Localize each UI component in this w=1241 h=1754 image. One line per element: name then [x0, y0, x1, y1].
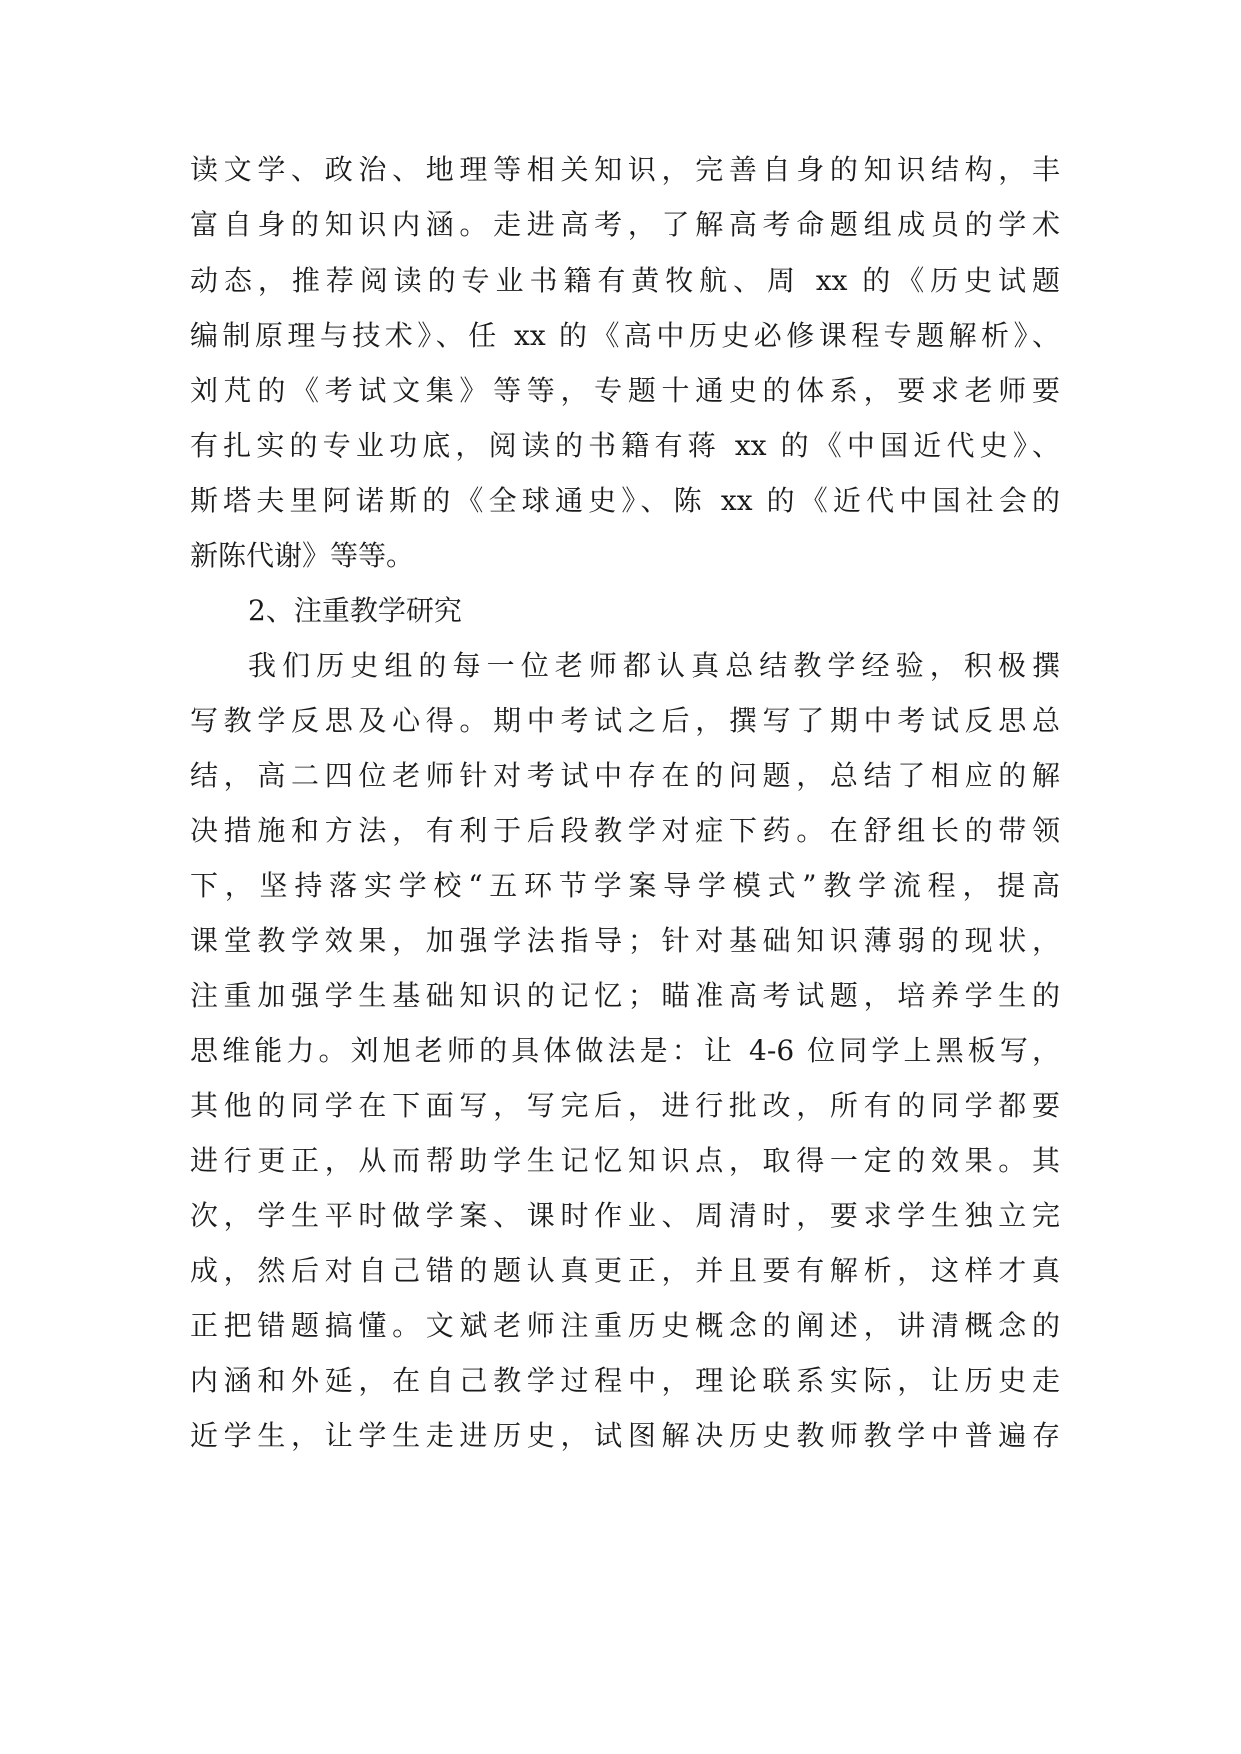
paragraph-line: 其他的同学在下面写，写完后，进行批改，所有的同学都要: [190, 1089, 1060, 1122]
paragraph-line: 刘芃的《考试文集》等等，专题十通史的体系，要求老师要: [190, 374, 1060, 407]
paragraph-line: 注重加强学生基础知识的记忆；瞄准高考试题，培养学生的: [190, 979, 1060, 1012]
paragraph-line: 结，高二四位老师针对考试中存在的问题，总结了相应的解: [190, 759, 1060, 792]
paragraph-line: 成，然后对自己错的题认真更正，并且要有解析，这样才真: [190, 1254, 1060, 1287]
paragraph-line: 进行更正，从而帮助学生记忆知识点，取得一定的效果。其: [190, 1144, 1060, 1177]
paragraph-line: 富自身的知识内涵。走进高考，了解高考命题组成员的学术: [190, 208, 1060, 241]
paragraph-line: 斯塔夫里阿诺斯的《全球通史》、陈 xx 的《近代中国社会的: [190, 484, 1060, 517]
paragraph-line: 课堂教学效果，加强学法指导；针对基础知识薄弱的现状，: [190, 924, 1060, 957]
paragraph-line: 编制原理与技术》、任 xx 的《高中历史必修课程专题解析》、: [190, 319, 1060, 352]
paragraph-line: 次，学生平时做学案、课时作业、周清时，要求学生独立完: [190, 1199, 1060, 1232]
paragraph-line: 思维能力。刘旭老师的具体做法是：让 4-6 位同学上黑板写，: [190, 1034, 1060, 1067]
paragraph-line: 我们历史组的每一位老师都认真总结教学经验，积极撰: [248, 649, 1060, 682]
paragraph-line: 内涵和外延，在自己教学过程中，理论联系实际，让历史走: [190, 1364, 1060, 1397]
paragraph-line: 新陈代谢》等等。: [190, 539, 415, 572]
paragraph-line: 近学生，让学生走进历史，试图解决历史教师教学中普遍存: [190, 1419, 1060, 1452]
paragraph-line: 读文学、政治、地理等相关知识，完善自身的知识结构，丰: [190, 153, 1060, 186]
paragraph-line: 正把错题搞懂。文斌老师注重历史概念的阐述，讲清概念的: [190, 1309, 1060, 1342]
paragraph-line: 下，坚持落实学校“五环节学案导学模式”教学流程，提高: [190, 869, 1060, 902]
paragraph-line: 动态，推荐阅读的专业书籍有黄牧航、周 xx 的《历史试题: [190, 264, 1060, 297]
section-heading: 2、注重教学研究: [248, 594, 462, 627]
paragraph-line: 写教学反思及心得。期中考试之后，撰写了期中考试反思总: [190, 704, 1060, 737]
paragraph-line: 决措施和方法，有利于后段教学对症下药。在舒组长的带领: [190, 814, 1060, 847]
paragraph-line: 有扎实的专业功底，阅读的书籍有蒋 xx 的《中国近代史》、: [190, 429, 1060, 462]
